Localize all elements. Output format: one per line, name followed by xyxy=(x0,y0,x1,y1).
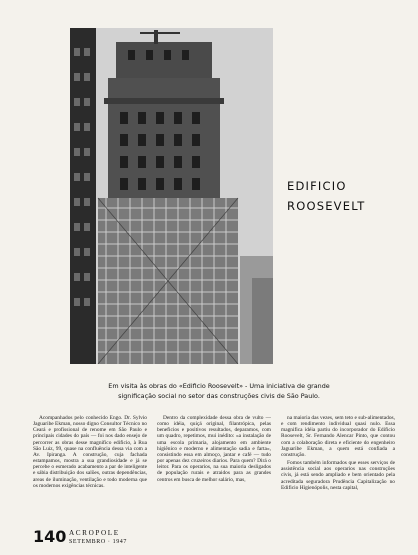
article-title xyxy=(287,176,397,216)
body-column-1 xyxy=(33,415,147,533)
magazine-name: ACROPOLE xyxy=(69,529,120,537)
body-column-3 xyxy=(281,415,395,533)
body-paragraph: Fomos também informados que esses serviços de assistência social aos operarios nas construções civis, já está sendo ampliado e bem orientado pela acreditada seguradora Prudência Capitalização no Edificio Higienópolis, nesta capital, xyxy=(281,460,395,491)
title-line-2: ROOSEVELT xyxy=(287,199,366,213)
photo-caption xyxy=(74,381,364,401)
body-paragraph: Dentro da complexidade dessa obra de vulto — como idéia, quiçá original, filantrópica, pelas beneficios e positivos resultados, deparamos, com um quadro, repetimos, mui inédito: «a instalação de uma escola primaria, alojamento em ambiente higiênico e moderno e alimentação sadia e farta», consistindo essa em almoço, jantar e café — tudo por apenas dez cruzeiros diarios. Para quem? Dirá o leitor. Para os operarios, na sua maioria desligados de população rurais e atraidos para as grandes centros em busca de melhor salário, mas, xyxy=(157,415,271,483)
building-photo xyxy=(70,28,273,364)
body-paragraph: Acompanhados pelo conhecido Engo. Dr. Sylvio Jaguaribe Ekman, nosso digno Consultor Técnico no Ceará e profissional de renome em São Paulo e principais cidades do país — foi nos dado ensejo de percorrer as obras desse magnifico edificio, à Rua São Luiz, 99, quase na confluência dessa via com a Av. Ipiranga. A construção, cuja fachada estampamos, mostra a sua grandiosidade e já se percebe o esmerado acabamento a par de inteligente e sábia distribuição dos salões, outras dependências, areas de iluminação, ventilação e todo moderna que os modernos exigências técnicas. xyxy=(33,415,147,489)
article-body xyxy=(33,415,395,533)
issue-date: SETEMBRO · 1947 xyxy=(69,539,128,545)
caption-line-2: significação social no setor das construções civis de São Paulo. xyxy=(118,392,320,400)
caption-line-1: Em visita às obras do «Edificio Roosevelt» - Uma iniciativa de grande xyxy=(108,382,330,390)
body-column-2 xyxy=(157,415,271,533)
title-line-1: EDIFICIO xyxy=(287,179,347,193)
page-number: 140 xyxy=(33,527,67,546)
body-paragraph: na maioria das vezes, sem teto e sub-alimentados, e com rendimento individual quasi nulo. Essa magnifica idéia partiu do incorporador do Edificio Roosevelt, Sr. Fernando Alencar Pinto, que contou com a colaboração direta e eficiente do engenheiro Jaguaribe Ekman, a quem está confiada a construção. xyxy=(281,415,395,458)
page-footer xyxy=(33,527,153,549)
